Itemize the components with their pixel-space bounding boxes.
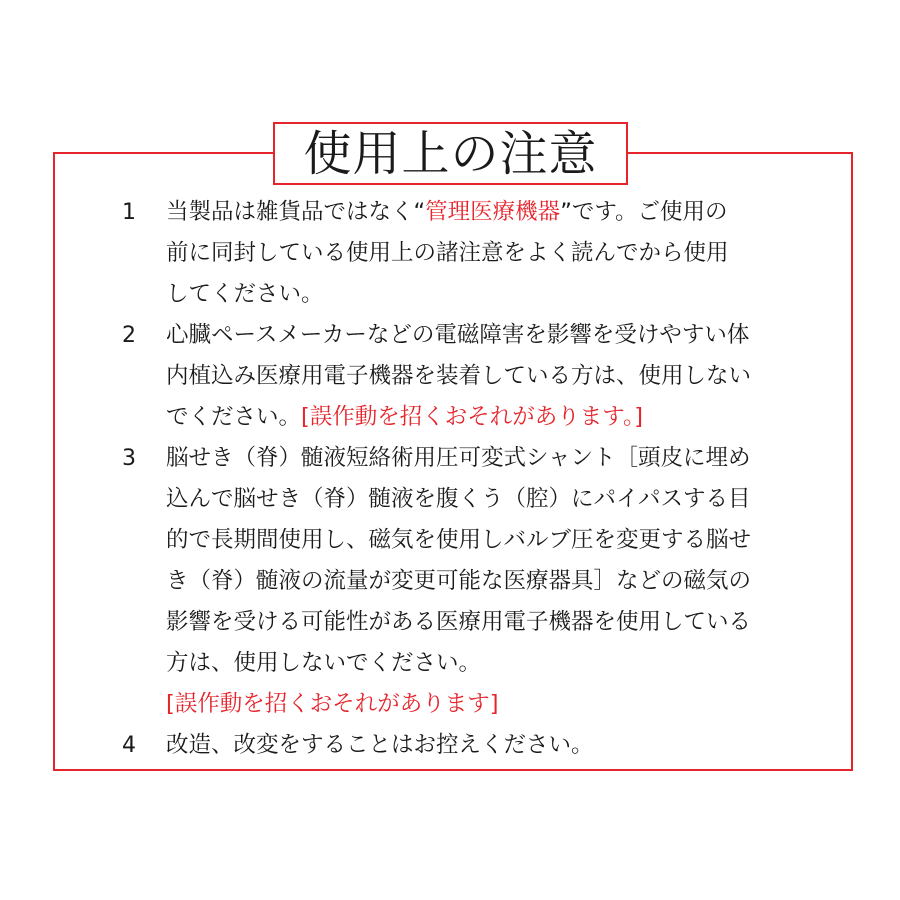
warning-text: [誤作動を招くおそれがあります。] — [301, 404, 644, 430]
item-number: 1 — [122, 200, 136, 225]
item-number: 3 — [122, 446, 136, 471]
list-item-2 — [0, 315, 900, 438]
page-title: 使用上の注意 — [273, 122, 628, 185]
item-text: でください。 — [166, 404, 302, 430]
item-line: 脳せき（脊）髄液短絡術用圧可変式シャント［頭皮に埋め — [166, 445, 751, 471]
item-line: 的で長期間使用し、磁気を使用しバルブ圧を変更する脳せ — [166, 527, 752, 553]
item-line: 方は、使用しないでください。 — [166, 650, 482, 676]
list-item-4 — [0, 725, 900, 766]
precautions-list — [0, 192, 900, 766]
item-line: してください。 — [166, 281, 324, 307]
item-line: 内植込み医療用電子機器を装着している方は、使用しない — [166, 363, 752, 389]
list-item-1 — [0, 192, 900, 315]
highlight-text: 管理医療機器 — [425, 199, 561, 225]
item-line: 心臓ペースメーカーなどの電磁障害を影響を受けやすい体 — [166, 322, 750, 348]
item-text: ”です。ご使用の — [560, 199, 728, 225]
item-line: 改造、改変をすることはお控えください。 — [166, 732, 594, 758]
item-number: 2 — [122, 323, 136, 348]
list-item-3 — [0, 438, 900, 725]
item-line — [166, 192, 786, 233]
item-line: 込んで脳せき（脊）髄液を腹くう（腔）にパイパスする目 — [166, 486, 751, 512]
item-line — [166, 397, 786, 438]
item-line: 前に同封している使用上の諸注意をよく読んでから使用 — [166, 240, 729, 266]
item-text: 当製品は雑貨品ではなく“ — [166, 199, 426, 225]
item-number: 4 — [122, 733, 136, 758]
item-line: 影響を受ける可能性がある医療用電子機器を使用している — [166, 609, 752, 635]
warning-text: [誤作動を招くおそれがあります] — [166, 691, 499, 717]
item-line: き（脊）髄液の流量が変更可能な医療器具］などの磁気の — [166, 568, 752, 594]
